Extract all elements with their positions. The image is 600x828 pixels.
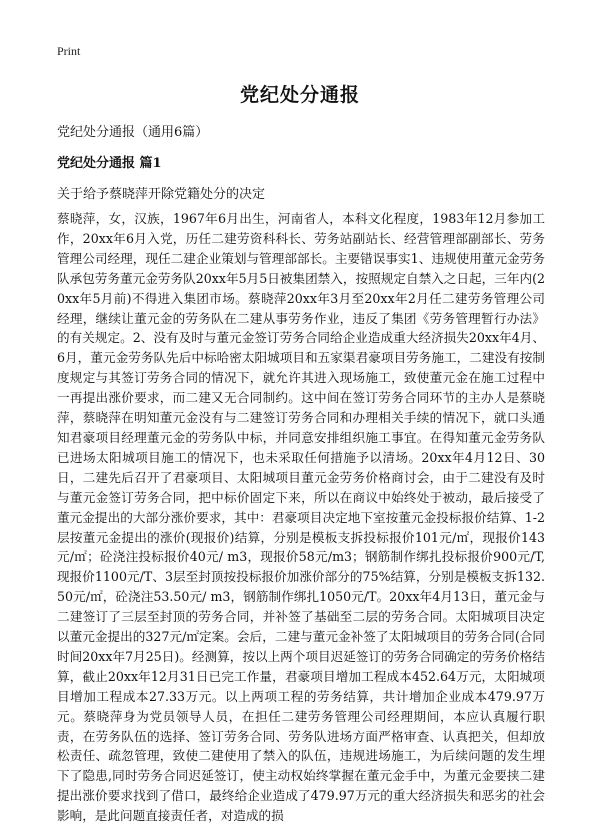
body-paragraph: 蔡晓萍，女，汉族，1967年6月出生，河南省人，本科文化程度，1983年12月参加工作，20xx年6月入党，历任二建劳资科科长、劳务站副站长、经营管理部副部长、劳务管理公司经理，现任二建企业策划与管理部部长。主要错误事实1、违规使用董元金劳务队承包劳务董元金劳务队20xx年5月5日被集团禁入，按照规定自禁入之日起，三年内(20xx年5月前)不得进入集团市场。蔡晓萍20xx年3月至20xx年2月任二建劳务管理公司经理，继续让董元金的劳务队在二建从事劳务作业，违反了集团《劳务管理暂行办法》的有关规定。2、没有及时与董元金签订劳务合同给企业造成重大经济损失20xx年4月、6月，董元金劳务队先后中标哈密太阳城项目和五家渠君豪项目劳务施工，二建没有按制度规定与其签订劳务合同的情况下，就允许其进入现场施工，致使董元金在施工过程中一再提出涨价要求，而二建又无合同制约。这中间在签订劳务合同环节的主办人是蔡晓萍，蔡晓萍在明知董元金没有与二建签订劳务合同和办理相关手续的情况下，就口头通知君豪项目经理董元金的劳务队中标，并同意安排组织施工事宜。在得知董元金劳务队已进场太阳城项目施工的情况下，也未采取任何措施予以清场。20xx年4月12日、30日，二建先后召开了君豪项目、太阳城项目董元金劳务价格商讨会，由于二建没有及时与董元金签订劳务合同，把中标价固定下来，所以在商议中始终处于被动，最后接受了董元金提出的大部分涨价要求，其中：君豪项目决定地下室按董元金投标报价结算、1-2层按董元金提出的涨价(现报价)结算，分别是模板支拆投标报价101元/㎡，现报价143元/㎡；砼浇注投标报价40元/ m3，现报价58元/m3；钢筋制作绑扎投标报价900元/T,现报价1100元/T、3层至封顶按投标报价加涨价部分的75%结算，分别是模板支拆132.50元/㎡，砼浇注53.50元/ m3，钢筋制作绑扎1050元/T。20xx年4月13日，董元金与二建签订了三层至封顶的劳务合同，并补签了基础至二层的劳务合同。太阳城项目决定以董元金提出的327元/㎡定案。会后，二建与董元金补签了太阳城项目的劳务合同(合同时间20xx年7月25日)。经测算，按以上两个项目迟延签订的劳务合同确定的劳务价格结算，截止20xx年12月31日已完工作量，君豪项目增加工程成本452.64万元，太阳城项目增加工程成本27.33万元。以上两项工程的劳务结算，共计增加企业成本479.97万元。蔡晓萍身为党员领导人员，在担任二建劳务管理公司经理期间，本应认真履行职责，在劳务队伍的选择、签订劳务合同、劳务队进场方面严格审查、认真把关，但却放松责任、疏忽管理，致使二建使用了禁入的队伍，违规进场施工，为后续问题的发生埋下了隐患,同时劳务合同迟延签订，使主动权始终掌握在董元金手中，为董元金要挟二建提出涨价要求找到了借口，最终给企业造成了479.97万元的重大经济损失和恶劣的社会影响，是此问题直接责任者，对造成的损: [57, 211, 545, 824]
print-label: Print: [57, 44, 81, 58]
decision-title: 关于给予蔡晓萍开除党籍处分的决定: [57, 187, 266, 202]
document-subtitle: 党纪处分通报（通用6篇）: [57, 125, 209, 140]
section-heading: 党纪处分通报 篇1: [57, 156, 162, 171]
document-title: 党纪处分通报: [239, 84, 360, 106]
